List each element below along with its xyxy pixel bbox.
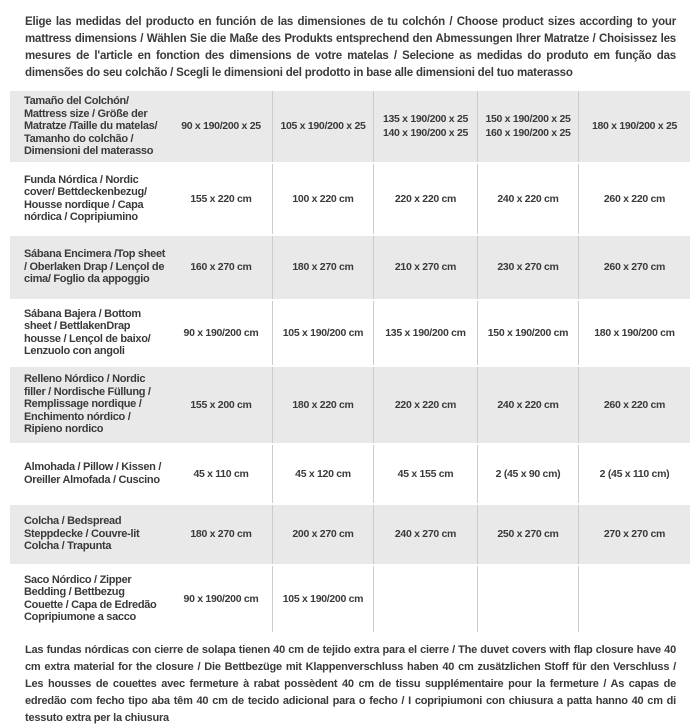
size-cell: 105 x 190/200 cm (272, 301, 373, 365)
size-cell: 220 x 220 cm (373, 164, 477, 234)
size-cell: 105 x 190/200 x 25 (272, 91, 373, 162)
size-cell: 90 x 190/200 cm (183, 326, 259, 339)
size-cell: 105 x 190/200 cm (272, 566, 373, 632)
size-cell: 230 x 270 cm (477, 236, 578, 299)
size-cell: 90 x 190/200 cm (183, 592, 259, 605)
size-cell (373, 566, 477, 632)
size-cell: 260 x 220 cm (578, 367, 690, 443)
size-cell: 160 x 270 cm (190, 261, 252, 273)
row-label: Tamaño del Colchón/ Mattress size / Größe der Matratze /Taille du matelas/ Tamanho do colchão / Dimensioni del materasso (24, 95, 158, 157)
size-cell: 155 x 200 cm (190, 398, 252, 411)
row-label: Colcha / Bedspread Steppdecke / Couvre-lit Colcha / Trapunta (24, 515, 140, 553)
table-row-zipper-bedding (10, 566, 690, 632)
size-cell: 200 x 270 cm (272, 505, 373, 564)
size-cell: 220 x 220 cm (373, 367, 477, 443)
table-row-nordic-cover (10, 164, 690, 234)
size-cell: 150 x 190/200 cm (477, 301, 578, 365)
size-cell (477, 566, 578, 632)
table-row-top-sheet (10, 236, 690, 299)
table-row-mattress-size (10, 91, 690, 162)
size-cell: 180 x 190/200 cm (578, 301, 690, 365)
size-cell: 45 x 155 cm (373, 445, 477, 503)
table-row-bedspread (10, 505, 690, 564)
row-label: Funda Nórdica / Nordic cover/ Bettdeckenbezug/ Housse nordique / Capa nórdica / Copripiumino (24, 173, 147, 223)
size-cell: 150 x 190/200 x 25 160 x 190/200 x 25 (477, 91, 578, 162)
footer-note: Las fundas nórdicas con cierre de solapa tienen 40 cm de tejido extra para el cierre / The duvet covers with flap closure have 40 cm extra material for the closure / Die Bettbezüge mit Klappenverschluss haben 40 cm zusätzlichen Stoff für den Verschluss / Les housses de couettes avec fermeture à rabat possèdent 40 cm de tissu supplémentaire pour la fermeture / As capas de edredão com fecho tipo aba têm 40 cm de tecido adicional para o fecho / I copripiumoni con chiusura a patta hanno 40 cm di tessuto extra per la chiusura (25, 643, 676, 724)
size-cell: 100 x 220 cm (272, 164, 373, 234)
size-cell: 155 x 220 cm (190, 192, 252, 205)
table-row-pillow (10, 445, 690, 503)
table-row-bottom-sheet (10, 301, 690, 365)
size-cell (578, 566, 690, 632)
size-cell: 270 x 270 cm (578, 505, 690, 564)
size-cell: 2 (45 x 110 cm) (578, 445, 690, 503)
size-cell: 180 x 270 cm (272, 236, 373, 299)
size-cell: 45 x 120 cm (272, 445, 373, 503)
size-cell: 240 x 270 cm (373, 505, 477, 564)
row-label: Sábana Bajera / Bottom sheet / BettlakenDrap housse / Lençol de baixo/ Lenzuolo con angoli (24, 307, 151, 357)
size-table (10, 91, 690, 632)
size-cell: 250 x 270 cm (477, 505, 578, 564)
intro-text: Elige las medidas del producto en función de las dimensiones de tu colchón / Choose product sizes according to your mattress dimensions / Wählen Sie die Maße des Produkts entsprechend den Abmessungen Ihrer Matratze / Choisissez les mesures de l'article en fonction des dimensions de votre matelas / Selecione as medidas do produto em função das dimensões do seu colchão / Scegli le dimensioni del prodotto in base alle dimensioni del tuo materasso (25, 16, 676, 79)
size-cell: 2 (45 x 90 cm) (477, 445, 578, 503)
table-row-nordic-filler (10, 367, 690, 443)
size-cell: 135 x 190/200 cm (373, 301, 477, 365)
size-cell: 240 x 220 cm (477, 367, 578, 443)
size-cell: 210 x 270 cm (373, 236, 477, 299)
size-cell: 135 x 190/200 x 25 140 x 190/200 x 25 (373, 91, 477, 162)
size-cell: 260 x 270 cm (578, 236, 690, 299)
size-cell: 45 x 110 cm (193, 467, 249, 480)
size-cell: 180 x 220 cm (272, 367, 373, 443)
size-cell: 260 x 220 cm (578, 164, 690, 234)
row-label: Saco Nórdico / Zipper Bedding / Bettbezug Couette / Capa de Edredão Copripiumone a sacco (24, 573, 157, 623)
size-cell: 240 x 220 cm (477, 164, 578, 234)
size-cell: 180 x 270 cm (190, 528, 252, 540)
size-cell: 180 x 190/200 x 25 (578, 91, 690, 162)
size-cell: 90 x 190/200 x 25 (181, 120, 261, 133)
row-label: Almohada / Pillow / Kissen / Oreiller Almofada / Cuscino (24, 461, 162, 486)
row-label: Sábana Encimera /Top sheet / Oberlaken Drap / Lençol de cima/ Foglio da appoggio (24, 248, 166, 286)
row-label: Relleno Nórdico / Nordic filler / Nordische Füllung / Remplissage nordique / Enchimento nórdico / Ripieno nordico (24, 373, 151, 436)
